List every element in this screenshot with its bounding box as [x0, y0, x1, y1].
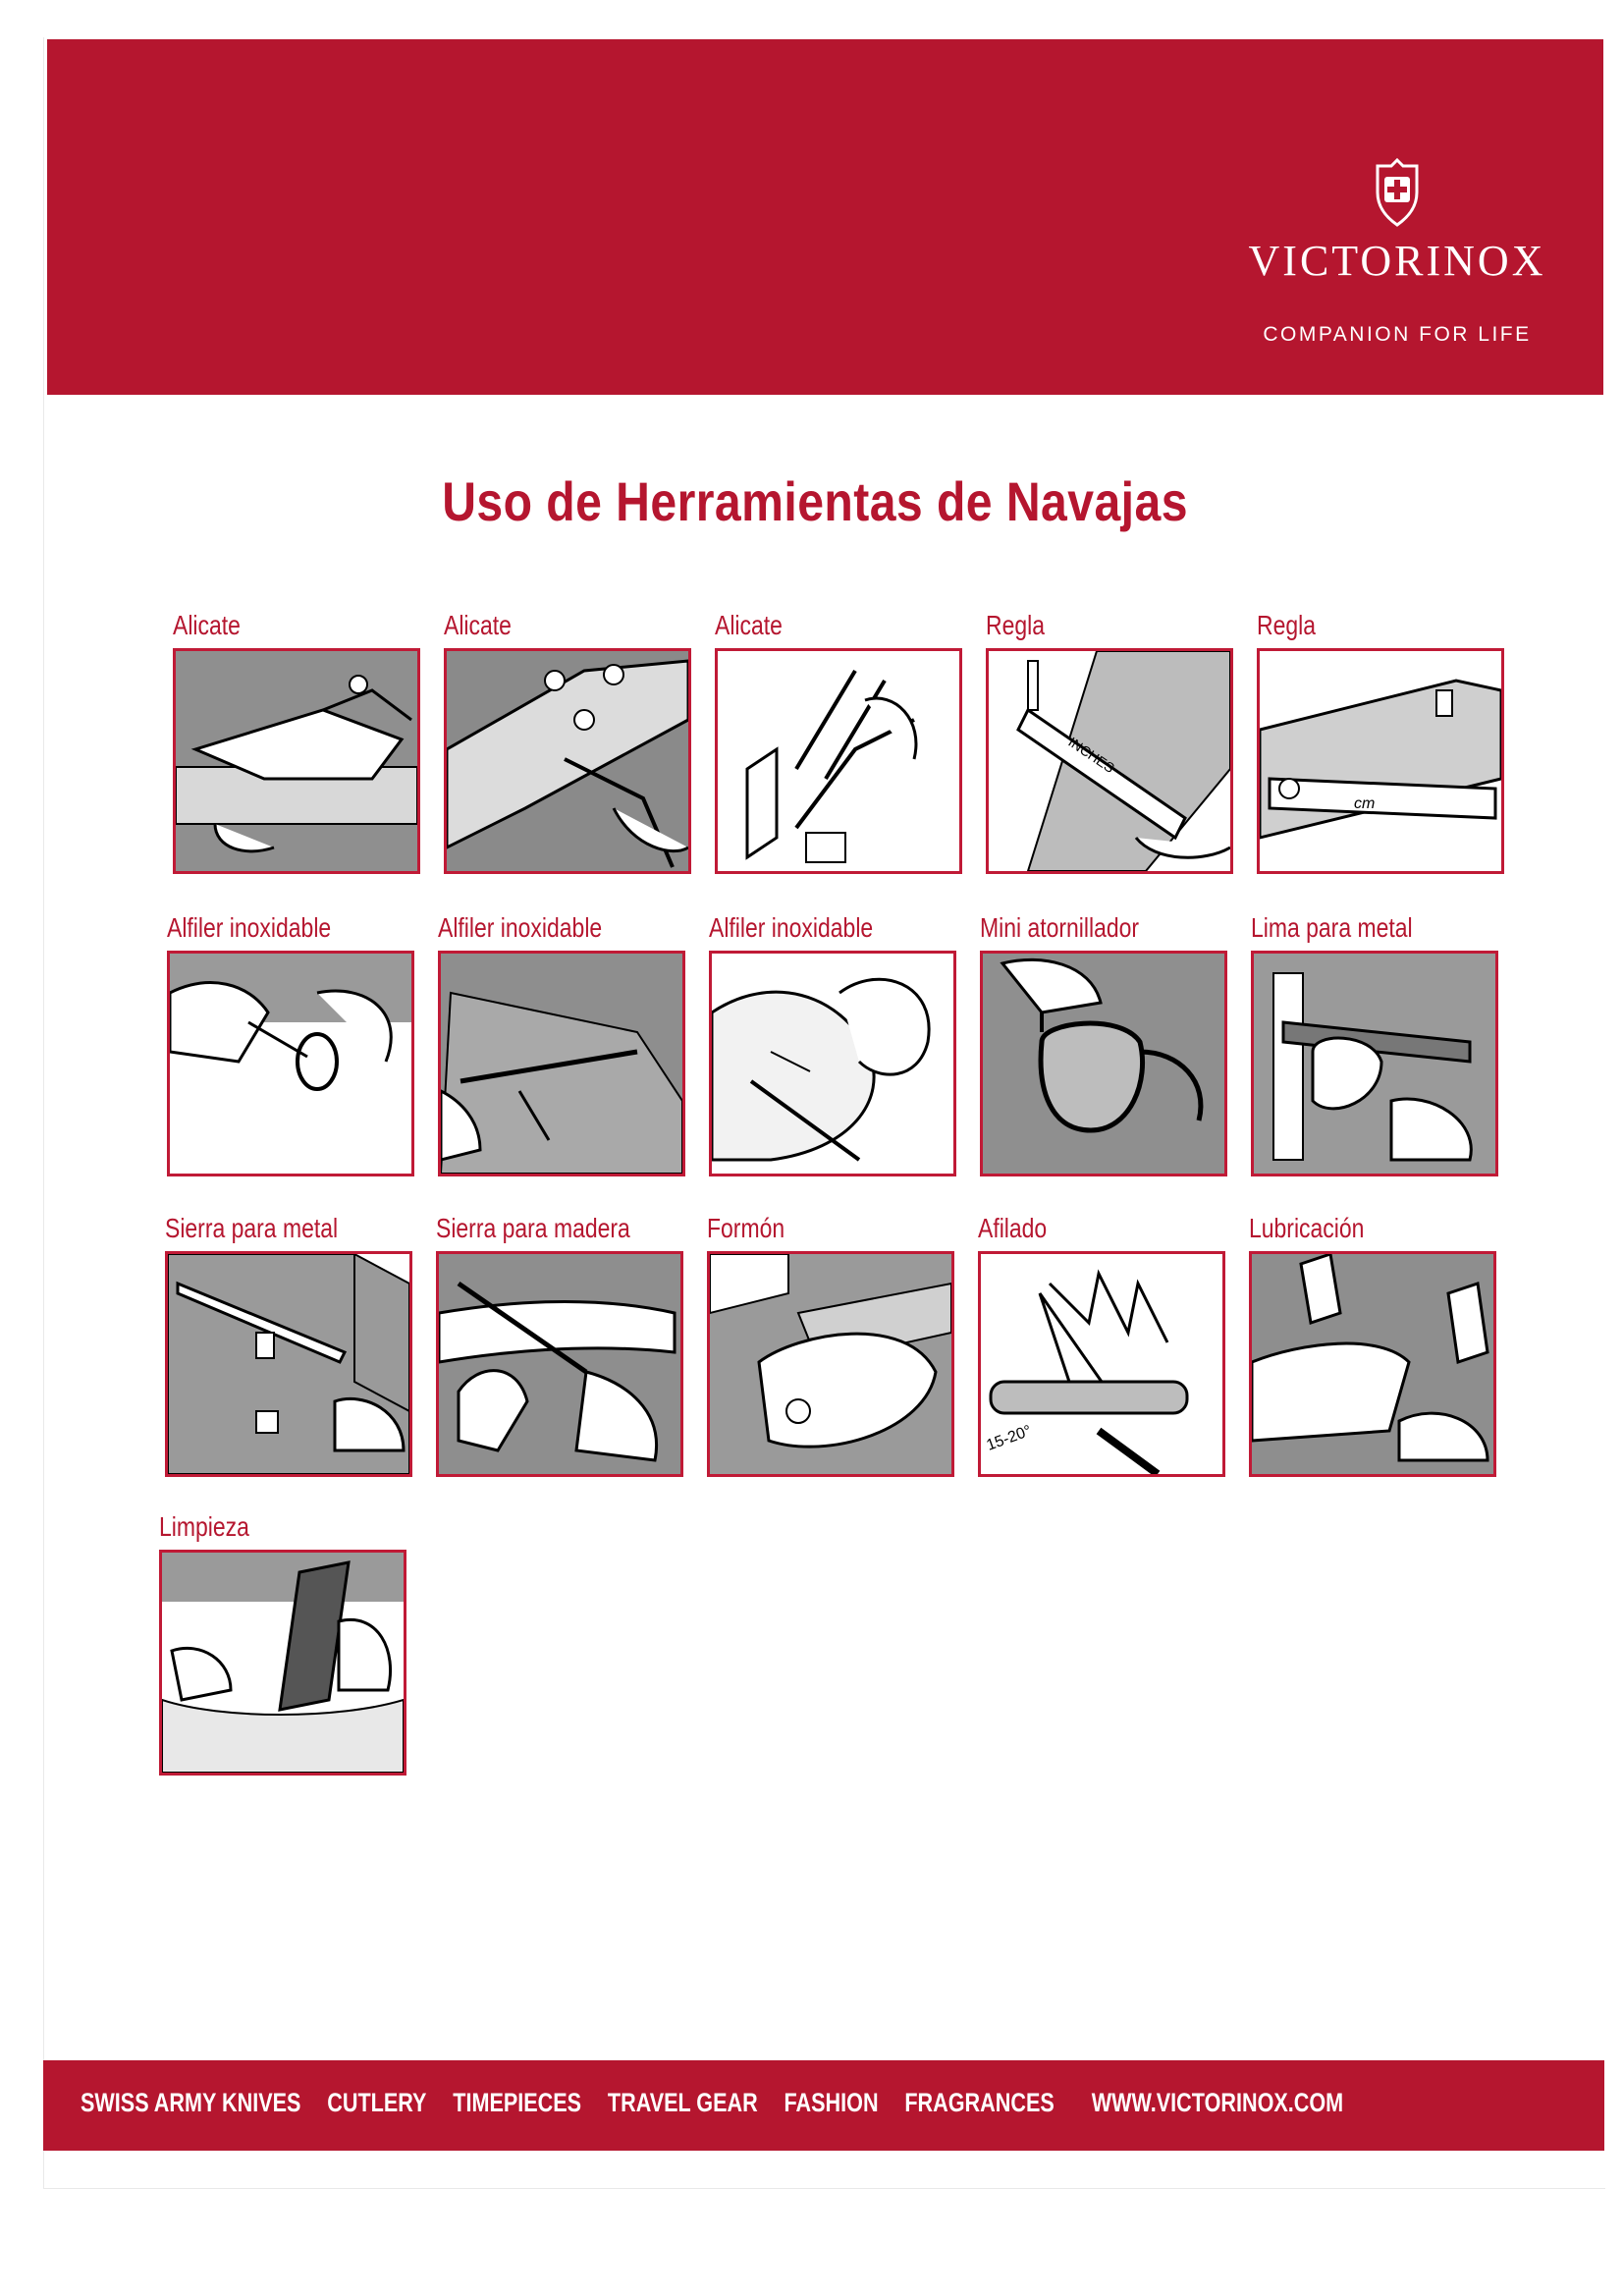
- cleaning-illustration: [159, 1550, 406, 1776]
- tool-label: Alfiler inoxidable: [167, 912, 332, 943]
- tool-label: Sierra para metal: [165, 1213, 339, 1243]
- tool-card: [715, 607, 962, 874]
- tool-card: [707, 1210, 954, 1477]
- footer-item-fashion[interactable]: FASHION: [784, 2088, 879, 2117]
- sharpening-illustration: [978, 1251, 1225, 1477]
- tool-card: [986, 607, 1233, 874]
- mini-screwdriver-glasses-illustration: [980, 951, 1227, 1176]
- pliers-guitar-illustration: [444, 648, 691, 874]
- tool-card: [436, 1210, 683, 1477]
- pin-splinter-illustration: [709, 951, 956, 1176]
- tool-card: [167, 909, 414, 1176]
- tool-card: [1249, 1210, 1496, 1477]
- tool-card: [159, 1508, 406, 1776]
- brand-name: VICTORINOX: [1248, 237, 1546, 285]
- tool-label: Alfiler inoxidable: [709, 912, 874, 943]
- footer-bar: [43, 2060, 1604, 2151]
- tool-card: [1257, 607, 1504, 874]
- tool-label: Regla: [986, 610, 1046, 640]
- tool-label: Afilado: [978, 1213, 1048, 1243]
- footer-item-fragrances[interactable]: FRAGRANCES: [904, 2088, 1055, 2117]
- tool-label: Alicate: [444, 610, 512, 640]
- footer-item-swiss-army-knives[interactable]: SWISS ARMY KNIVES: [81, 2088, 301, 2117]
- pin-ring-illustration: [167, 951, 414, 1176]
- footer-item-travel-gear[interactable]: TRAVEL GEAR: [607, 2088, 758, 2117]
- tool-card: [444, 607, 691, 874]
- footer-item-cutlery[interactable]: CUTLERY: [327, 2088, 427, 2117]
- tool-card: [173, 607, 420, 874]
- tool-card: [978, 1210, 1225, 1477]
- ruler-cm-illustration: [1257, 648, 1504, 874]
- angle-label: 15-20°: [984, 1422, 1034, 1454]
- wood-saw-illustration: [436, 1251, 683, 1477]
- tool-card: [709, 909, 956, 1176]
- footer-website-link[interactable]: WWW.VICTORINOX.COM: [1091, 2088, 1344, 2117]
- svg-text:cm: cm: [1354, 795, 1376, 812]
- tool-label: Limpieza: [159, 1511, 249, 1542]
- tool-label: Formón: [707, 1213, 785, 1243]
- tool-card: [1251, 909, 1498, 1176]
- page-title: Uso de Herramientas de Navajas: [442, 470, 1188, 532]
- tool-label: Alfiler inoxidable: [438, 912, 603, 943]
- brand-tagline: COMPANION FOR LIFE: [1263, 323, 1532, 346]
- brand-block: [1230, 157, 1564, 347]
- tool-card: [165, 1210, 412, 1477]
- tool-card: [980, 909, 1227, 1176]
- swiss-cross-shield-icon: [1368, 157, 1427, 228]
- tool-label: Lubricación: [1249, 1213, 1365, 1243]
- pliers-illustration: [173, 648, 420, 874]
- chisel-illustration: [707, 1251, 954, 1477]
- tool-label: Alicate: [173, 610, 241, 640]
- metal-saw-illustration: [165, 1251, 412, 1477]
- header-bar: [47, 39, 1603, 395]
- pliers-wire-illustration: [715, 648, 962, 874]
- footer-links: [81, 2088, 1364, 2118]
- svg-text:INCHES: INCHES: [1065, 734, 1118, 777]
- tool-label: Sierra para madera: [436, 1213, 630, 1243]
- ruler-inches-illustration: [986, 648, 1233, 874]
- pin-car-illustration: [438, 951, 685, 1176]
- metal-file-illustration: [1251, 951, 1498, 1176]
- tool-card: [438, 909, 685, 1176]
- tool-label: Regla: [1257, 610, 1317, 640]
- oil-lubrication-illustration: [1249, 1251, 1496, 1477]
- tool-label: Alicate: [715, 610, 783, 640]
- footer-item-timepieces[interactable]: TIMEPIECES: [453, 2088, 582, 2117]
- tool-label: Mini atornillador: [980, 912, 1140, 943]
- tool-label: Lima para metal: [1251, 912, 1413, 943]
